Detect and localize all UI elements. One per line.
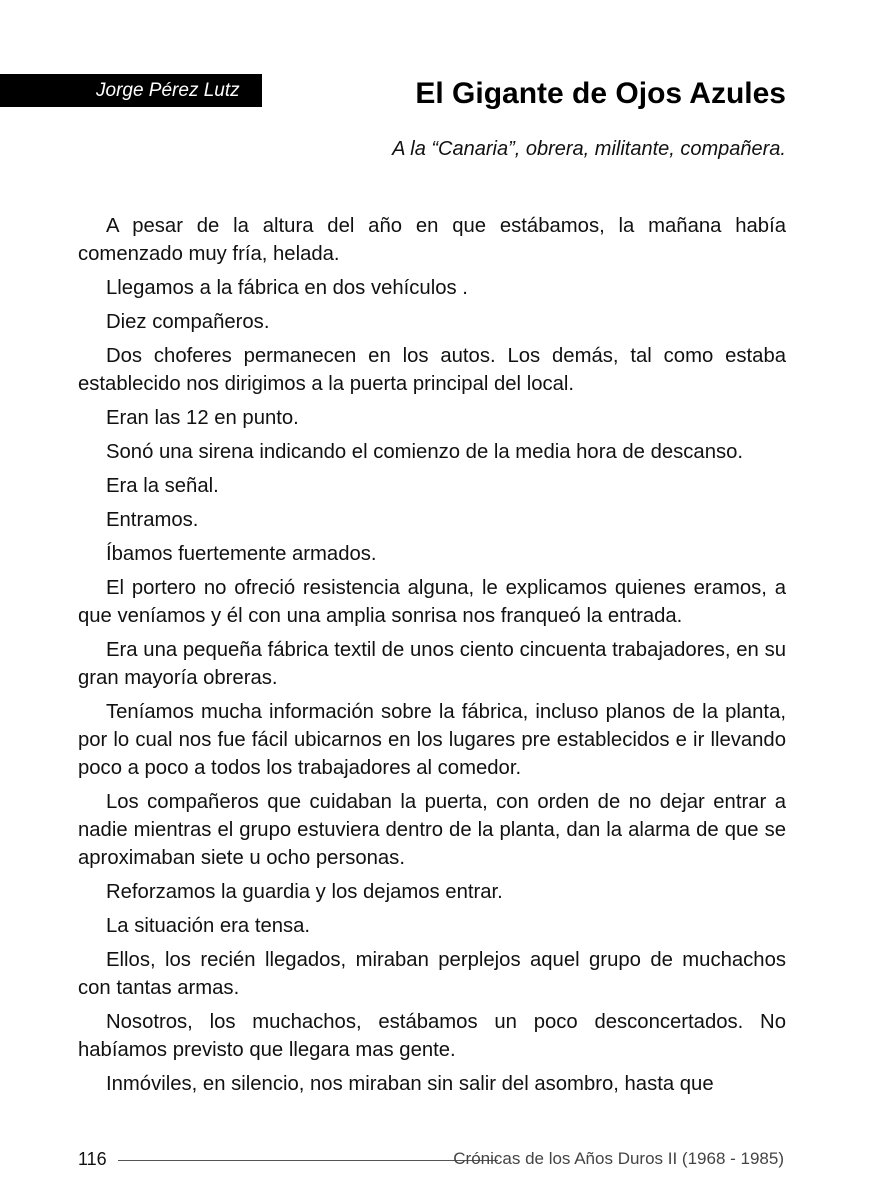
paragraph: A pesar de la altura del año en que estábamos, la mañana había comenzado muy fría, helada. <box>78 215 786 265</box>
paragraph: Reforzamos la guardia y los dejamos entrar. <box>106 881 503 903</box>
paragraph: Dos choferes permanecen en los autos. Los demás, tal como estaba establecido nos dirigimos a la puerta principal del local. <box>78 345 786 395</box>
paragraph: Eran las 12 en punto. <box>106 407 299 429</box>
author-bar <box>0 74 262 107</box>
paragraph: Llegamos a la fábrica en dos vehículos . <box>106 277 468 299</box>
dedication: A la “Canaria”, obrera, militante, compañera. <box>392 138 786 160</box>
paragraph: Entramos. <box>106 509 199 531</box>
paragraph: Los compañeros que cuidaban la puerta, con orden de no dejar entrar a nadie mientras el grupo estuviera dentro de la planta, dan la alarma de que se aproximaban siete u ocho personas. <box>78 791 786 869</box>
paragraph: Era la señal. <box>106 475 219 497</box>
paragraph: Nosotros, los muchachos, estábamos un poco desconcertados. No habíamos previsto que llegara mas gente. <box>78 1011 786 1061</box>
paragraph: El portero no ofreció resistencia alguna, le explicamos quienes eramos, a que veníamos y él con una amplia sonrisa nos franqueó la entrada. <box>78 577 786 627</box>
book-title: Crónicas de los Años Duros II (1968 - 1985) <box>453 1149 784 1168</box>
paragraph: Era una pequeña fábrica textil de unos ciento cincuenta trabajadores, en su gran mayoría obreras. <box>78 639 786 689</box>
paragraph: Sonó una sirena indicando el comienzo de la media hora de descanso. <box>106 441 744 463</box>
paragraph: Diez compañeros. <box>106 311 270 333</box>
paragraph: Ellos, los recién llegados, miraban perplejos aquel grupo de muchachos con tantas armas. <box>78 949 786 999</box>
paragraph: Teníamos mucha información sobre la fábrica, incluso planos de la planta, por lo cual nos fue fácil ubicarnos en los lugares pre establecidos e ir llevando poco a poco a todos los trabajadores al comedor. <box>78 701 786 779</box>
paragraph: Inmóviles, en silencio, nos miraban sin salir del asombro, hasta que <box>106 1073 714 1095</box>
paragraph: Íbamos fuertemente armados. <box>106 543 377 565</box>
body-text <box>78 212 786 1104</box>
footer-divider <box>118 1160 498 1161</box>
chapter-title: El Gigante de Ojos Azules <box>415 77 786 110</box>
page-number: 116 <box>78 1149 107 1169</box>
page-footer <box>78 1144 784 1174</box>
author-name: Jorge Pérez Lutz <box>96 80 240 101</box>
paragraph: La situación era tensa. <box>106 915 311 937</box>
